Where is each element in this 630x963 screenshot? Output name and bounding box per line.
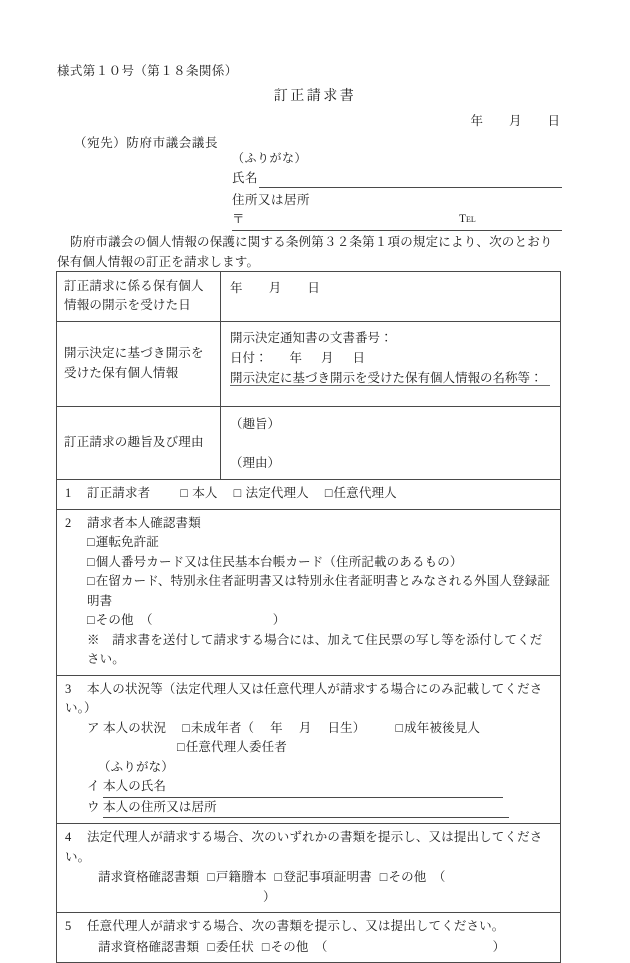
checkbox-icon[interactable]: □ xyxy=(324,486,333,500)
checkbox-icon[interactable]: □ xyxy=(87,613,95,627)
section-3-number: 3 xyxy=(65,681,72,696)
applicant-name-row xyxy=(232,169,562,188)
addressee: （宛先）防府市議会議長 xyxy=(74,136,219,150)
section-3-a-label: 本人の状況 xyxy=(102,720,167,735)
section-5-other-close: ） xyxy=(492,939,506,954)
section-3-delegate-label: 任意代理人委任者 xyxy=(185,740,287,754)
section-4-option-1: 登記事項証明書 xyxy=(283,870,372,884)
section-5-row xyxy=(57,913,561,963)
row3-reason-label: （理由） xyxy=(230,455,281,470)
section-4 xyxy=(57,824,561,913)
section-2-option-0-row xyxy=(65,533,552,553)
section-1-option-0: 本人 xyxy=(192,486,218,500)
section-2-option-1-row xyxy=(65,553,552,573)
section-4-row xyxy=(57,824,561,913)
header-date-year: 年 xyxy=(470,114,483,128)
applicant-furigana-label: （ふりがな） xyxy=(232,151,308,165)
section-3-u-input[interactable] xyxy=(217,804,509,818)
section-2-option-3: その他 （ xyxy=(95,613,153,627)
row2-value[interactable] xyxy=(221,321,561,406)
section-5-number: 5 xyxy=(65,919,72,933)
table-row xyxy=(57,406,561,479)
row2-fill-line[interactable] xyxy=(230,385,550,386)
row1-year: 年 xyxy=(230,281,243,295)
section-2-option-2: 在留カード、特別永住者証明書又は特別永住者証明書とみなされる外国人登録証明書 xyxy=(87,574,550,608)
section-1-option-1: 法定代理人 xyxy=(245,486,309,500)
row2-year: 年 xyxy=(289,350,303,365)
checkbox-icon[interactable]: □ xyxy=(274,870,283,884)
section-2-option-3-row xyxy=(65,611,552,631)
table-row xyxy=(57,321,561,406)
table-row xyxy=(57,272,561,322)
row1-month: 月 xyxy=(268,281,282,295)
section-2-row xyxy=(57,509,561,675)
section-1-row xyxy=(57,480,561,510)
row2-day: 日 xyxy=(352,350,366,365)
checkbox-icon[interactable]: □ xyxy=(87,574,95,588)
row2-label: 開示決定に基づき開示を受けた保有個人情報 xyxy=(57,321,221,406)
sections-table xyxy=(56,479,561,963)
checkbox-icon[interactable]: □ xyxy=(379,870,388,884)
checkbox-icon[interactable]: □ xyxy=(395,720,404,735)
section-3-title: 本人の状況等（法定代理人又は任意代理人が請求する場合にのみ記載してください。） xyxy=(65,681,543,715)
section-4-docs-row xyxy=(65,868,552,907)
applicant-name-input[interactable] xyxy=(259,174,562,188)
section-3-adult-ward: 成年被後見人 xyxy=(404,720,481,735)
section-5-title: 任意代理人が請求する場合、次の書類を提示し、又は提出してください。 xyxy=(87,919,505,933)
section-3-birth-year: 年 xyxy=(270,720,283,735)
section-3-minor-label: 未成年者（ xyxy=(190,720,255,735)
row2-month: 月 xyxy=(321,350,334,365)
section-2-other-close: ） xyxy=(272,613,286,627)
checkbox-icon[interactable]: □ xyxy=(87,535,95,549)
telephone-label: Tel xyxy=(459,213,476,226)
form-number: 様式第１０号（第１８条関係） xyxy=(57,64,238,78)
page-title: 訂正請求書 xyxy=(273,89,357,104)
section-1-number: 1 xyxy=(65,486,72,500)
section-2-option-0: 運転免許証 xyxy=(95,535,159,549)
section-5-option-0: 委任状 xyxy=(215,939,254,954)
section-1 xyxy=(57,480,561,510)
section-5-option-1: その他 （ xyxy=(270,939,328,954)
row2-date-label: 日付： xyxy=(230,350,268,365)
section-3-furigana: （ふりがな） xyxy=(98,759,174,774)
row3-label: 訂正請求の趣旨及び理由 xyxy=(57,406,221,479)
section-1-option-2: 任意代理人 xyxy=(333,486,397,500)
section-1-title: 訂正請求者 xyxy=(87,486,151,500)
section-3 xyxy=(57,675,561,824)
section-3-row xyxy=(57,675,561,824)
section-3-i-input[interactable] xyxy=(166,784,503,798)
header-date-line xyxy=(0,112,560,131)
section-4-other-close: ） xyxy=(263,889,276,904)
section-4-number: 4 xyxy=(65,830,72,844)
checkbox-icon[interactable]: □ xyxy=(177,740,185,754)
section-3-u-label: 本人の住所又は居所 xyxy=(103,798,217,819)
section-3-a-row xyxy=(65,719,552,739)
checkbox-icon[interactable]: □ xyxy=(233,486,242,500)
checkbox-icon[interactable]: □ xyxy=(261,939,270,954)
row1-date-value[interactable] xyxy=(221,272,561,322)
section-4-option-2: その他 （ xyxy=(388,870,446,884)
row2-date-line xyxy=(230,348,551,368)
section-4-doc-label: 請求資格確認書類 xyxy=(98,870,200,884)
checkbox-icon[interactable]: □ xyxy=(87,554,95,569)
section-5-docs-row xyxy=(65,938,552,958)
section-2-number: 2 xyxy=(65,515,72,530)
section-3-i-marker: イ xyxy=(87,779,100,793)
applicant-block xyxy=(232,149,562,231)
row3-purpose-label: （趣旨） xyxy=(230,416,281,431)
section-4-title: 法定代理人が請求する場合、次のいずれかの書類を提示し、又は提出してください。 xyxy=(65,830,543,864)
row2-body xyxy=(230,328,551,388)
section-3-i-label: 本人の氏名 xyxy=(103,777,166,798)
section-3-birth-day: 日生） xyxy=(327,720,366,735)
applicant-name-label: 氏名 xyxy=(232,171,259,185)
postal-mark-icon: 〒 xyxy=(232,211,245,226)
checkbox-icon[interactable]: □ xyxy=(207,939,215,954)
row2-name-label: 開示決定に基づき開示を受けた保有個人情報の名称等： xyxy=(230,370,543,385)
row1-label: 訂正請求に係る保有個人情報の開示を受けた日 xyxy=(57,272,221,322)
header-date-month: 月 xyxy=(508,114,522,128)
row2-doc-number-label: 開示決定通知書の文書番号： xyxy=(230,330,393,345)
section-2-option-1: 個人番号カード又は住民基本台帳カード（住所記載のあるもの） xyxy=(95,554,463,569)
checkbox-icon[interactable]: □ xyxy=(180,486,188,500)
applicant-address-label: 住所又は居所 xyxy=(232,192,311,207)
section-3-delegate-row xyxy=(65,738,552,758)
section-3-u-marker: ウ xyxy=(87,799,100,814)
intro-paragraph: 防府市議会の個人情報の保護に関する条例第３２条第１項の規定により、次のとおり保有個人情報の訂正を請求します。 xyxy=(57,235,553,270)
section-3-i-row xyxy=(65,777,552,798)
section-2 xyxy=(57,509,561,675)
section-3-birth-month: 月 xyxy=(298,720,312,735)
row3-body xyxy=(230,413,551,473)
row3-value[interactable] xyxy=(221,406,561,479)
section-2-note: ※ 請求書を送付して請求する場合には、加えて住民票の写し等を添付してください。 xyxy=(87,632,543,666)
section-5-doc-label: 請求資格確認書類 xyxy=(98,939,200,954)
row1-day: 日 xyxy=(307,281,321,295)
section-3-u-row xyxy=(65,798,552,819)
checkbox-icon[interactable]: □ xyxy=(182,720,190,735)
checkbox-icon[interactable]: □ xyxy=(207,870,215,884)
header-date-day: 日 xyxy=(547,114,560,128)
disclosure-table xyxy=(56,271,561,480)
applicant-address-input[interactable] xyxy=(232,213,562,231)
section-5 xyxy=(57,913,561,963)
section-2-title: 請求者本人確認書類 xyxy=(87,515,201,530)
section-4-option-0: 戸籍謄本 xyxy=(215,870,267,884)
section-3-a-marker: ア xyxy=(87,720,100,735)
section-2-option-2-row xyxy=(65,572,552,611)
